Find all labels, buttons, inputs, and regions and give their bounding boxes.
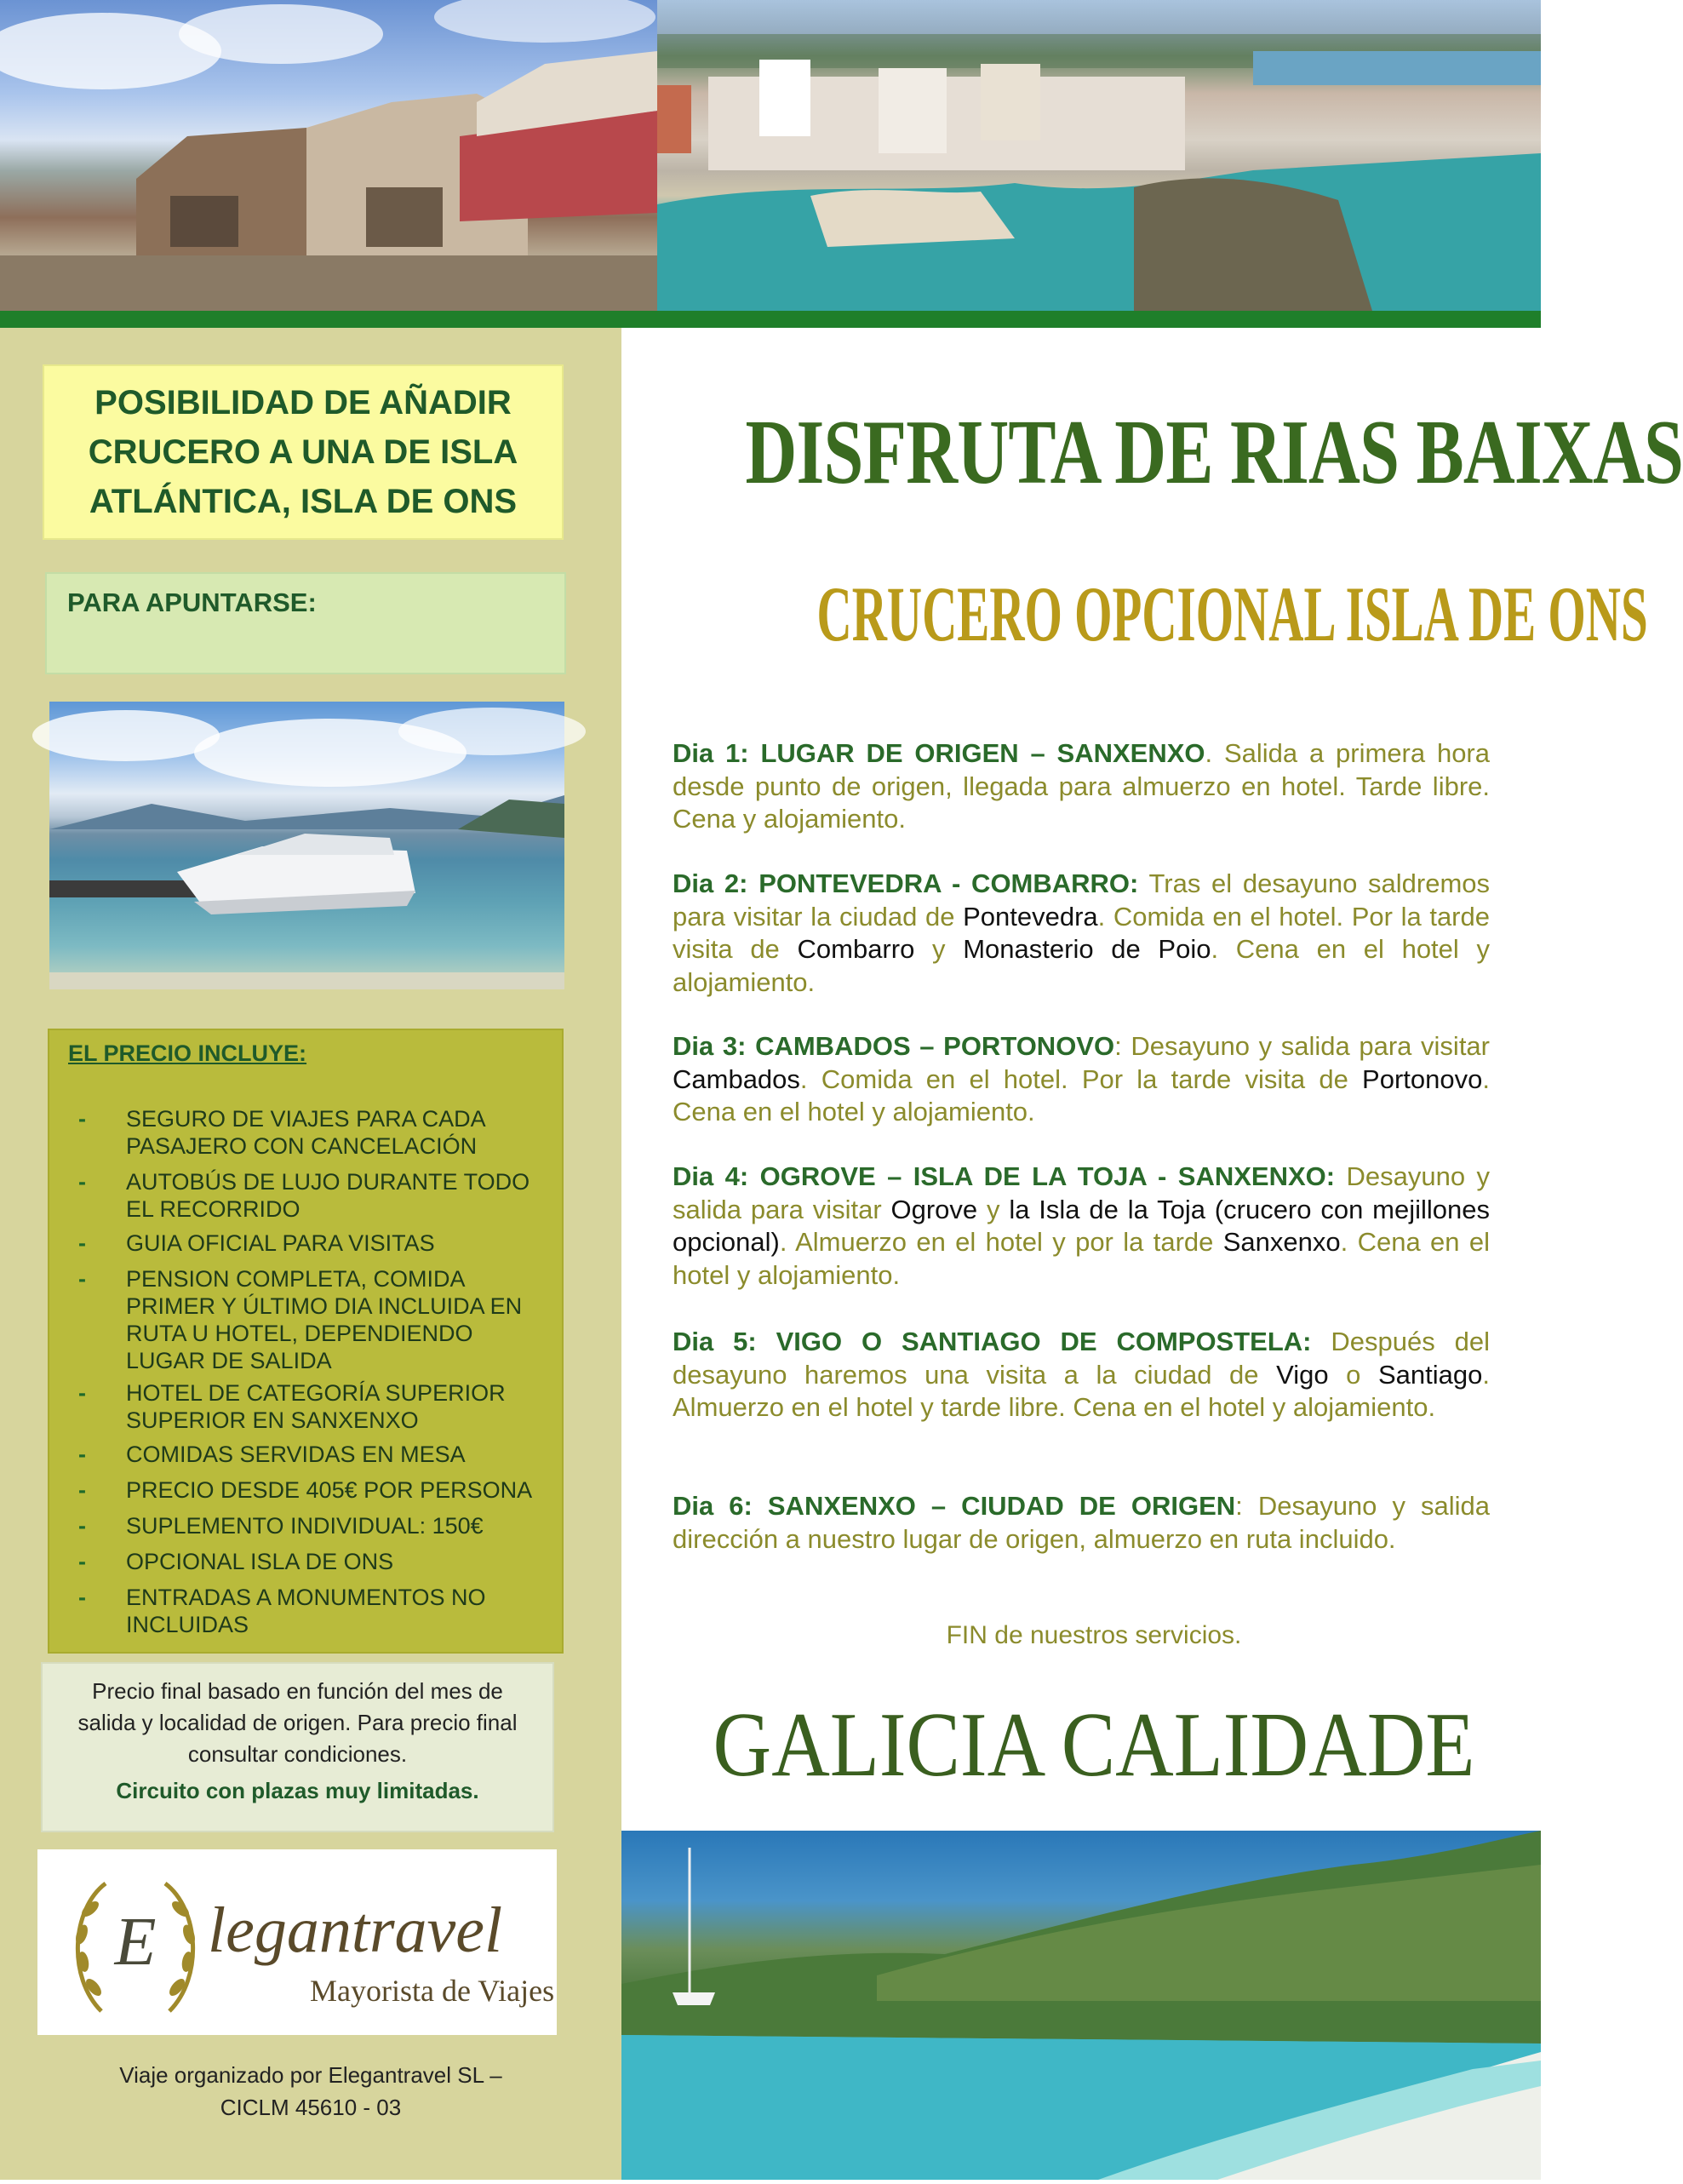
page-title: DISFRUTA DE RIAS BAIXAS bbox=[745, 402, 1683, 503]
bullet-dash: - bbox=[78, 1169, 86, 1195]
bullet-dash: - bbox=[78, 1230, 86, 1256]
page-subtitle: CRUCERO OPCIONAL ISLA DE ONS bbox=[816, 570, 1648, 657]
village-houses-photo bbox=[0, 0, 657, 311]
itinerary-day-1: Dia 1: LUGAR DE ORIGEN – SANXENXO. Salida a primera hora desde punto de origen, llegada para almuerzo en hotel. Tarde libre. Cena y alojamiento. bbox=[673, 738, 1490, 834]
header-divider bbox=[0, 311, 1541, 328]
bullet-dash: - bbox=[78, 1380, 86, 1406]
end-of-services-text: FIN de nuestros servicios. bbox=[946, 1621, 1242, 1649]
price-includes-box: EL PRECIO INCLUYE: - SEGURO DE VIAJES PARA CADA PASAJERO CON CANCELACIÓN - AUTOBÚS DE LUJO DURANTE TODO EL RECORRIDO - GUIA OFICIAL PARA VISITAS - PENSION COMPLETA, COMIDA PRIMER Y ÚLTIMO DIA INCLUIDA EN RUTA U HOTEL, DEPENDIENDO LUGAR DE SALIDA - HOTEL DE CATEGORÍA SUPERIOR SUPERIOR EN SANXENXO - COMIDAS SERVIDAS EN MESA - PRECIO DESDE 405€ POR PERSONA - SUPLEMENTO INDIVIDUAL: 150€ - OPCIONAL ISLA DE ONS - ENTRADAS A MONUMENTOS NO INCLUIDAS bbox=[48, 1029, 564, 1654]
bullet-dash: - bbox=[78, 1513, 86, 1539]
bullet-dash: - bbox=[78, 1106, 86, 1132]
itinerary-day-5: Dia 5: VIGO O SANTIAGO DE COMPOSTELA: Después del desayuno haremos una visita a la ciudad de Vigo o Santiago. Almuerzo en el hotel y tarde libre. Cena en el hotel y alojamiento. bbox=[673, 1327, 1490, 1422]
itinerary-day-2: Dia 2: PONTEVEDRA - COMBARRO: Tras el desayuno saldremos para visitar la ciudad de Pontevedra. Comida en el hotel. Por la tarde visita de Combarro y Monasterio de Poio. Cena en el hotel y alojamiento. bbox=[673, 868, 1491, 997]
logo-initial: E bbox=[114, 1905, 157, 1980]
bullet-dash: - bbox=[78, 1585, 86, 1610]
limited-places-text: Circuito con plazas muy limitadas. bbox=[116, 1778, 479, 1803]
itinerary-day-6: Dia 6: SANXENXO – CIUDAD DE ORIGEN: Desayuno y salida dirección a nuestro lugar de origen, almuerzo en ruta incluido. bbox=[673, 1491, 1490, 1554]
bullet-dash: - bbox=[78, 1266, 86, 1292]
organizer-text: Viaje organizado por Elegantravel SL – CICLM 45610 - 03 bbox=[119, 2062, 502, 2120]
bullet-dash: - bbox=[78, 1477, 86, 1503]
ferry-boat-photo bbox=[49, 702, 564, 989]
coastal-town-photo bbox=[657, 0, 1541, 311]
logo-brand: legantravel bbox=[208, 1895, 503, 1966]
footer-title: GALICIA CALIDADE bbox=[713, 1694, 1475, 1796]
signup-label: PARA APUNTARSE: bbox=[67, 588, 317, 617]
price-note-text: Precio final basado en función del mes de salida y localidad de origen. Para precio final consultar condiciones. bbox=[77, 1678, 518, 1767]
promo-text: POSIBILIDAD DE AÑADIR CRUCERO A UNA DE ISLA ATLÁNTICA, ISLA DE ONS bbox=[88, 384, 518, 520]
bullet-dash: - bbox=[78, 1442, 86, 1467]
signup-box bbox=[45, 572, 566, 674]
elegantravel-logo bbox=[37, 1849, 557, 2035]
logo-tagline: Mayorista de Viajes bbox=[310, 1974, 555, 2008]
beach-photo bbox=[621, 1831, 1541, 2180]
itinerary-day-4: Dia 4: OGROVE – ISLA DE LA TOJA - SANXENXO: Desayuno y salida para visitar Ogrove y la Isla de la Toja (crucero con mejillones opcional). Almuerzo en el hotel y por la tarde Sanxenxo. Cena en el hotel y alojamiento. bbox=[673, 1161, 1490, 1290]
itinerary-day-3: Dia 3: CAMBADOS – PORTONOVO: Desayuno y salida para visitar Cambados. Comida en el hotel. Por la tarde visita de Portonovo. Cena en el hotel y alojamiento. bbox=[673, 1031, 1490, 1126]
promo-box bbox=[43, 364, 564, 540]
price-note-box bbox=[41, 1662, 554, 1832]
price-includes-title: EL PRECIO INCLUYE: bbox=[68, 1040, 307, 1066]
bullet-dash: - bbox=[78, 1549, 86, 1574]
